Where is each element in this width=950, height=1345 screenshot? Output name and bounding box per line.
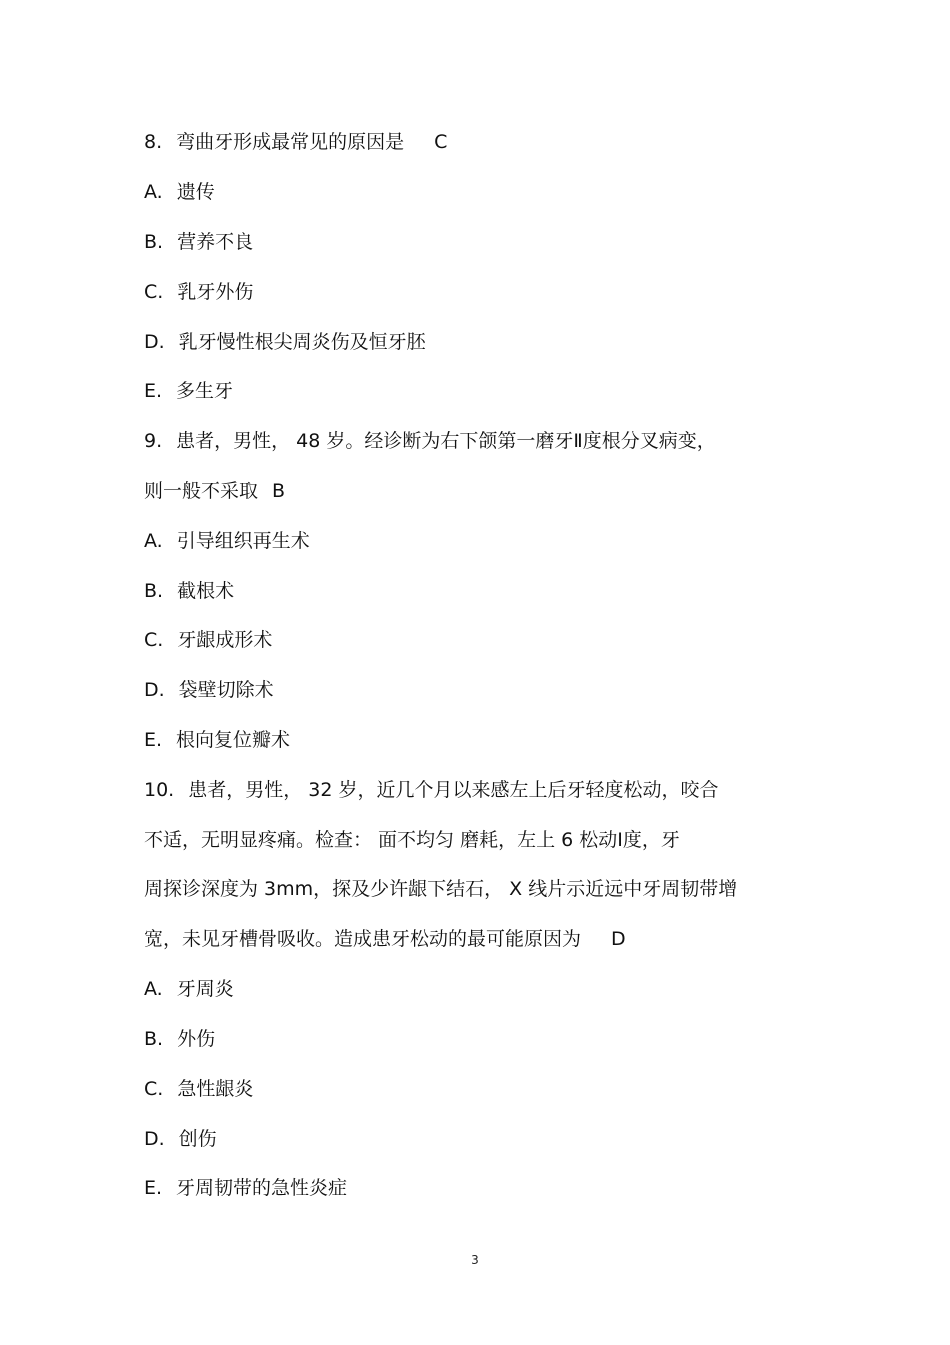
option-row	[144, 378, 233, 404]
question-stem-line: 患者，男性， 48 岁。经诊断为右下颌第一磨牙Ⅱ度根分叉病变，	[176, 430, 716, 452]
option-text: 创伤	[178, 1128, 217, 1150]
question-8-stem	[144, 129, 447, 155]
option-row	[144, 279, 253, 305]
option-row	[144, 727, 290, 753]
option-text: 急性龈炎	[177, 1078, 254, 1100]
option-letter: A.	[144, 530, 163, 552]
answer-key: D	[611, 928, 626, 950]
option-text: 牙龈成形术	[177, 629, 273, 651]
option-text: 营养不良	[177, 231, 254, 253]
option-row	[144, 976, 234, 1002]
question-stem-line: 患者，男性， 32 岁，近几个月以来感左上后牙轻度松动，咬合	[188, 779, 719, 801]
option-text: 截根术	[177, 580, 235, 602]
option-text: 外伤	[177, 1028, 216, 1050]
option-text: 根向复位瓣术	[176, 729, 291, 751]
option-letter: A.	[144, 978, 163, 1000]
question-9-stem	[144, 428, 716, 454]
option-letter: B.	[144, 231, 164, 253]
option-text: 乳牙外伤	[177, 281, 254, 303]
question-10-stem-continued	[144, 827, 680, 853]
question-stem-line: 则一般不采取	[144, 480, 259, 502]
option-text: 牙周韧带的急性炎症	[176, 1177, 348, 1199]
option-row	[144, 677, 274, 703]
option-text: 遗传	[176, 181, 215, 203]
option-row	[144, 1076, 253, 1102]
answer-key: C	[434, 131, 448, 153]
option-letter: D.	[144, 331, 165, 353]
question-number: 10.	[144, 779, 175, 801]
question-number: 9.	[144, 430, 163, 452]
option-row	[144, 528, 310, 554]
option-letter: C.	[144, 281, 164, 303]
option-row	[144, 1026, 215, 1052]
option-letter: E.	[144, 1177, 163, 1199]
option-row	[144, 1126, 217, 1152]
question-stem-line: 宽，未见牙槽骨吸收。造成患牙松动的最可能原因为	[144, 928, 582, 950]
question-stem-line: 不适，无明显疼痛。检查： 面不均匀 磨耗，左上 6 松动Ⅰ度，牙	[144, 829, 680, 851]
option-text: 牙周炎	[176, 978, 234, 1000]
option-letter: B.	[144, 1028, 164, 1050]
question-10-stem-continued	[144, 926, 626, 952]
answer-key: B	[272, 480, 286, 502]
option-letter: C.	[144, 1078, 164, 1100]
option-row	[144, 1175, 347, 1201]
question-10-stem	[144, 777, 718, 803]
option-letter: C.	[144, 629, 164, 651]
option-row	[144, 179, 215, 205]
option-text: 引导组织再生术	[176, 530, 310, 552]
option-letter: D.	[144, 679, 165, 701]
option-letter: B.	[144, 580, 164, 602]
option-row	[144, 229, 253, 255]
question-stem-line: 弯曲牙形成最常见的原因是	[176, 131, 405, 153]
option-letter: E.	[144, 380, 163, 402]
question-number: 8.	[144, 131, 163, 153]
option-row	[144, 578, 234, 604]
option-letter: A.	[144, 181, 163, 203]
question-stem-line: 周探诊深度为 3mm，探及少许龈下结石， X 线片示近远中牙周韧带增	[144, 878, 738, 900]
page-number: 3	[471, 1253, 479, 1267]
option-letter: D.	[144, 1128, 165, 1150]
option-text: 乳牙慢性根尖周炎伤及恒牙胚	[178, 331, 426, 353]
option-text: 袋壁切除术	[178, 679, 274, 701]
question-9-stem-continued	[144, 478, 285, 504]
option-row	[144, 329, 426, 355]
question-10-stem-continued	[144, 876, 737, 902]
option-text: 多生牙	[176, 380, 234, 402]
option-row	[144, 627, 272, 653]
option-letter: E.	[144, 729, 163, 751]
